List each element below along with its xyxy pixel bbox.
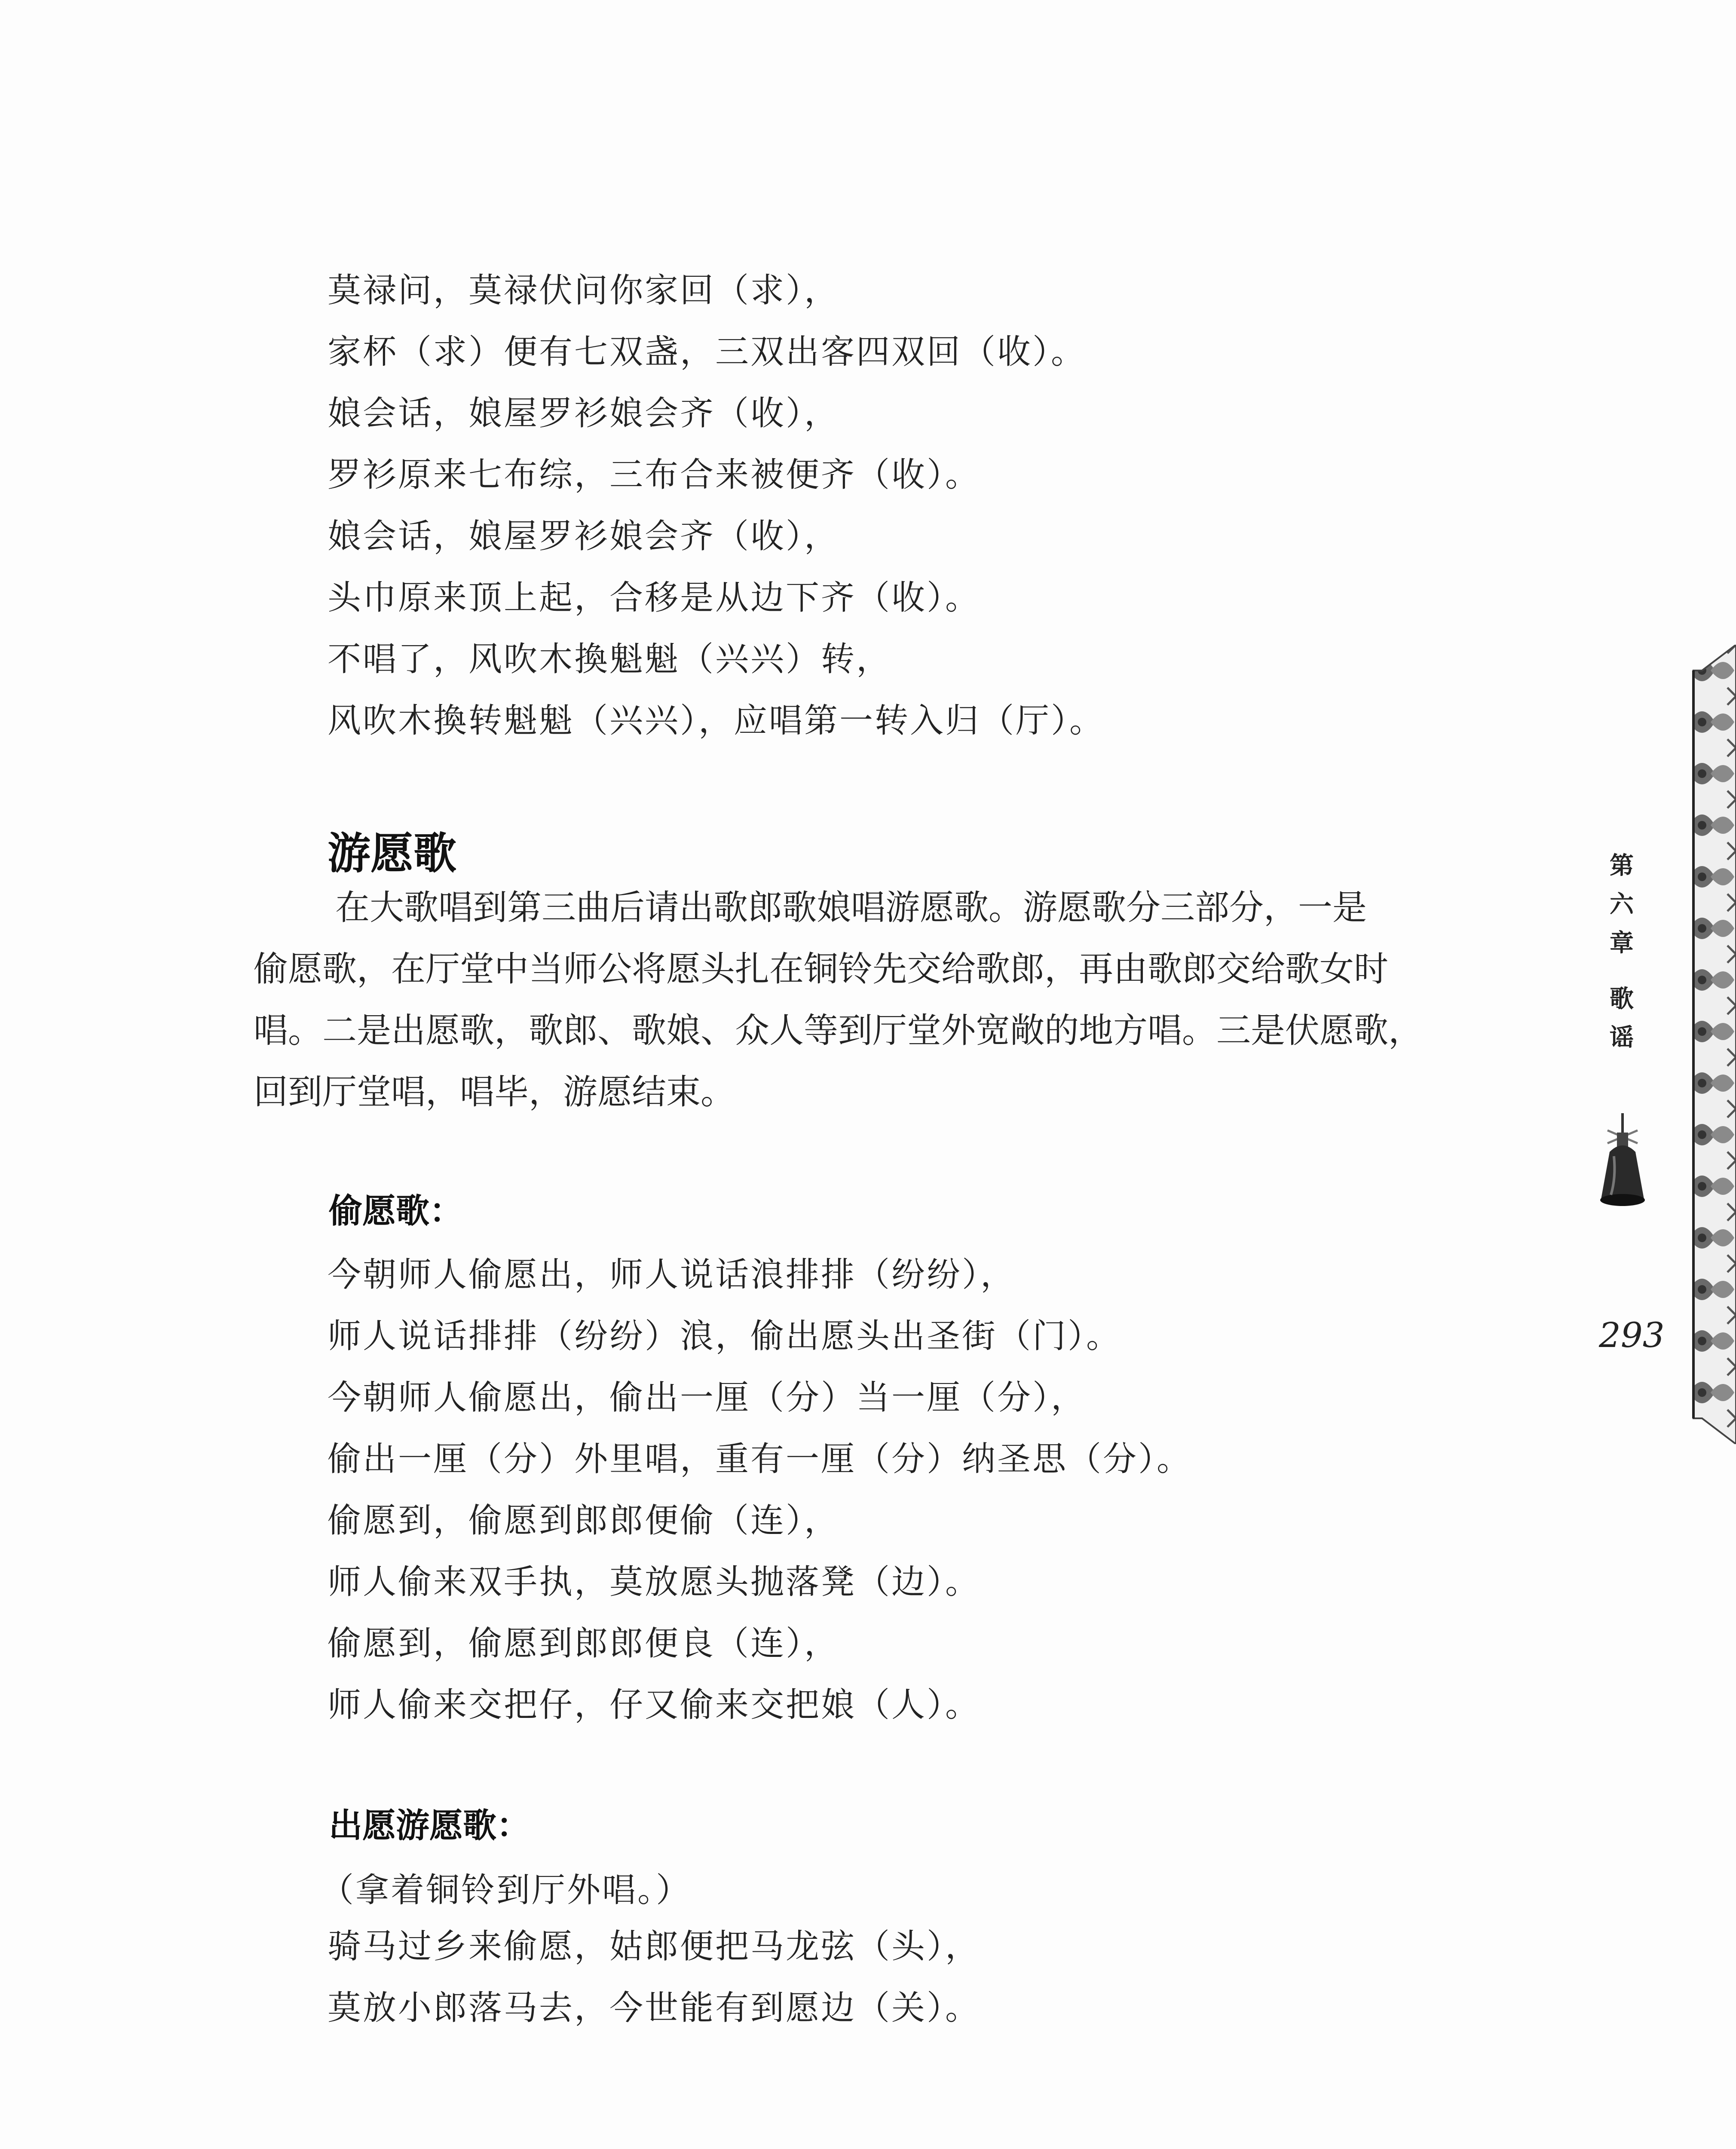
song-heading-chuyuan: 出愿游愿歌： [329, 1806, 530, 1845]
paragraph-line: 回到厅堂唱，唱毕，游愿结束。 [254, 1072, 735, 1112]
verse-line: 风吹木換转魁魁（兴兴），应唱第一转入归（厅）。 [328, 701, 1105, 740]
bell-icon [1590, 1113, 1655, 1212]
verse-line: 头巾原来顶上起，合移是从边下齐（收）。 [328, 579, 981, 617]
performance-note: （拿着铜铃到厅外唱。） [320, 1871, 692, 1910]
verse-line: 偷愿到，偷愿到郎郎便偷（连）， [328, 1501, 840, 1540]
verse-line: 偷愿到，偷愿到郎郎便良（连）， [328, 1624, 840, 1663]
page-number: 293 [1599, 1315, 1665, 1355]
chapter-label [1602, 847, 1641, 1057]
chapter-char: 六 [1610, 891, 1634, 918]
chapter-char: 第 [1610, 852, 1634, 880]
chapter-char: 歌 [1610, 985, 1634, 1013]
verse-line: 今朝师人偷愿出，偷出一厘（分）当一厘（分）， [328, 1378, 1087, 1417]
verse-line: 莫禄问，莫禄伏问你家回（求）， [328, 271, 840, 310]
verse-line: 师人偷来双手执，莫放愿头抛落凳（边）。 [328, 1563, 981, 1601]
verse-block-chuyuan [328, 1916, 980, 2039]
verse-line: 不唱了，风吹木換魁魁（兴兴）转， [328, 640, 892, 679]
verse-line: 骑马过乡来偷愿，姑郎便把马龙弦（头）， [328, 1927, 981, 1966]
verse-line: 师人说话排排（纷纷）浪，偷出愿头出圣街（门）。 [328, 1317, 1122, 1356]
verse-line: 娘会话，娘屋罗衫娘会齐（收）， [328, 517, 840, 556]
verse-block-touyuan [328, 1244, 1192, 1736]
verse-line: 今朝师人偷愿出，师人说话浪排排（纷纷）， [328, 1255, 1016, 1294]
paragraph-line: 在大歌唱到第三曲后请出歌郎歌娘唱游愿歌。游愿歌分三部分，一是 [335, 888, 1367, 928]
paragraph-line: 偷愿歌，在厅堂中当师公将愿头扎在铜铃先交给歌郎，再由歌郎交给歌女时 [254, 949, 1388, 989]
section-paragraph [254, 877, 1457, 1123]
verse-line: 莫放小郎落马去，今世能有到愿边（关）。 [328, 1989, 981, 2027]
verse-line: 家杯（求）便有七双盏，三双出客四双回（收）。 [328, 333, 1087, 371]
chapter-char: 谣 [1610, 1024, 1634, 1052]
verse-line: 偷出一厘（分）外里唱，重有一厘（分）纳圣思（分）。 [328, 1440, 1192, 1479]
verse-line: 师人偷来交把仔，仔又偷来交把娘（人）。 [328, 1686, 981, 1724]
chapter-char: 章 [1610, 929, 1634, 957]
ornamental-border [1685, 645, 1736, 1444]
verse-block-top [328, 260, 1105, 752]
song-heading-touyuan: 偷愿歌： [329, 1192, 463, 1231]
verse-line: 娘会话，娘屋罗衫娘会齐（收）， [328, 394, 840, 433]
section-title: 游愿歌 [328, 828, 456, 879]
paragraph-line: 唱。二是出愿歌，歌郎、歌娘、众人等到厅堂外宽敞的地方唱。三是伏愿歌， [254, 1010, 1423, 1050]
verse-line: 罗衫原来七布综，三布合来被便齐（收）。 [328, 456, 981, 494]
